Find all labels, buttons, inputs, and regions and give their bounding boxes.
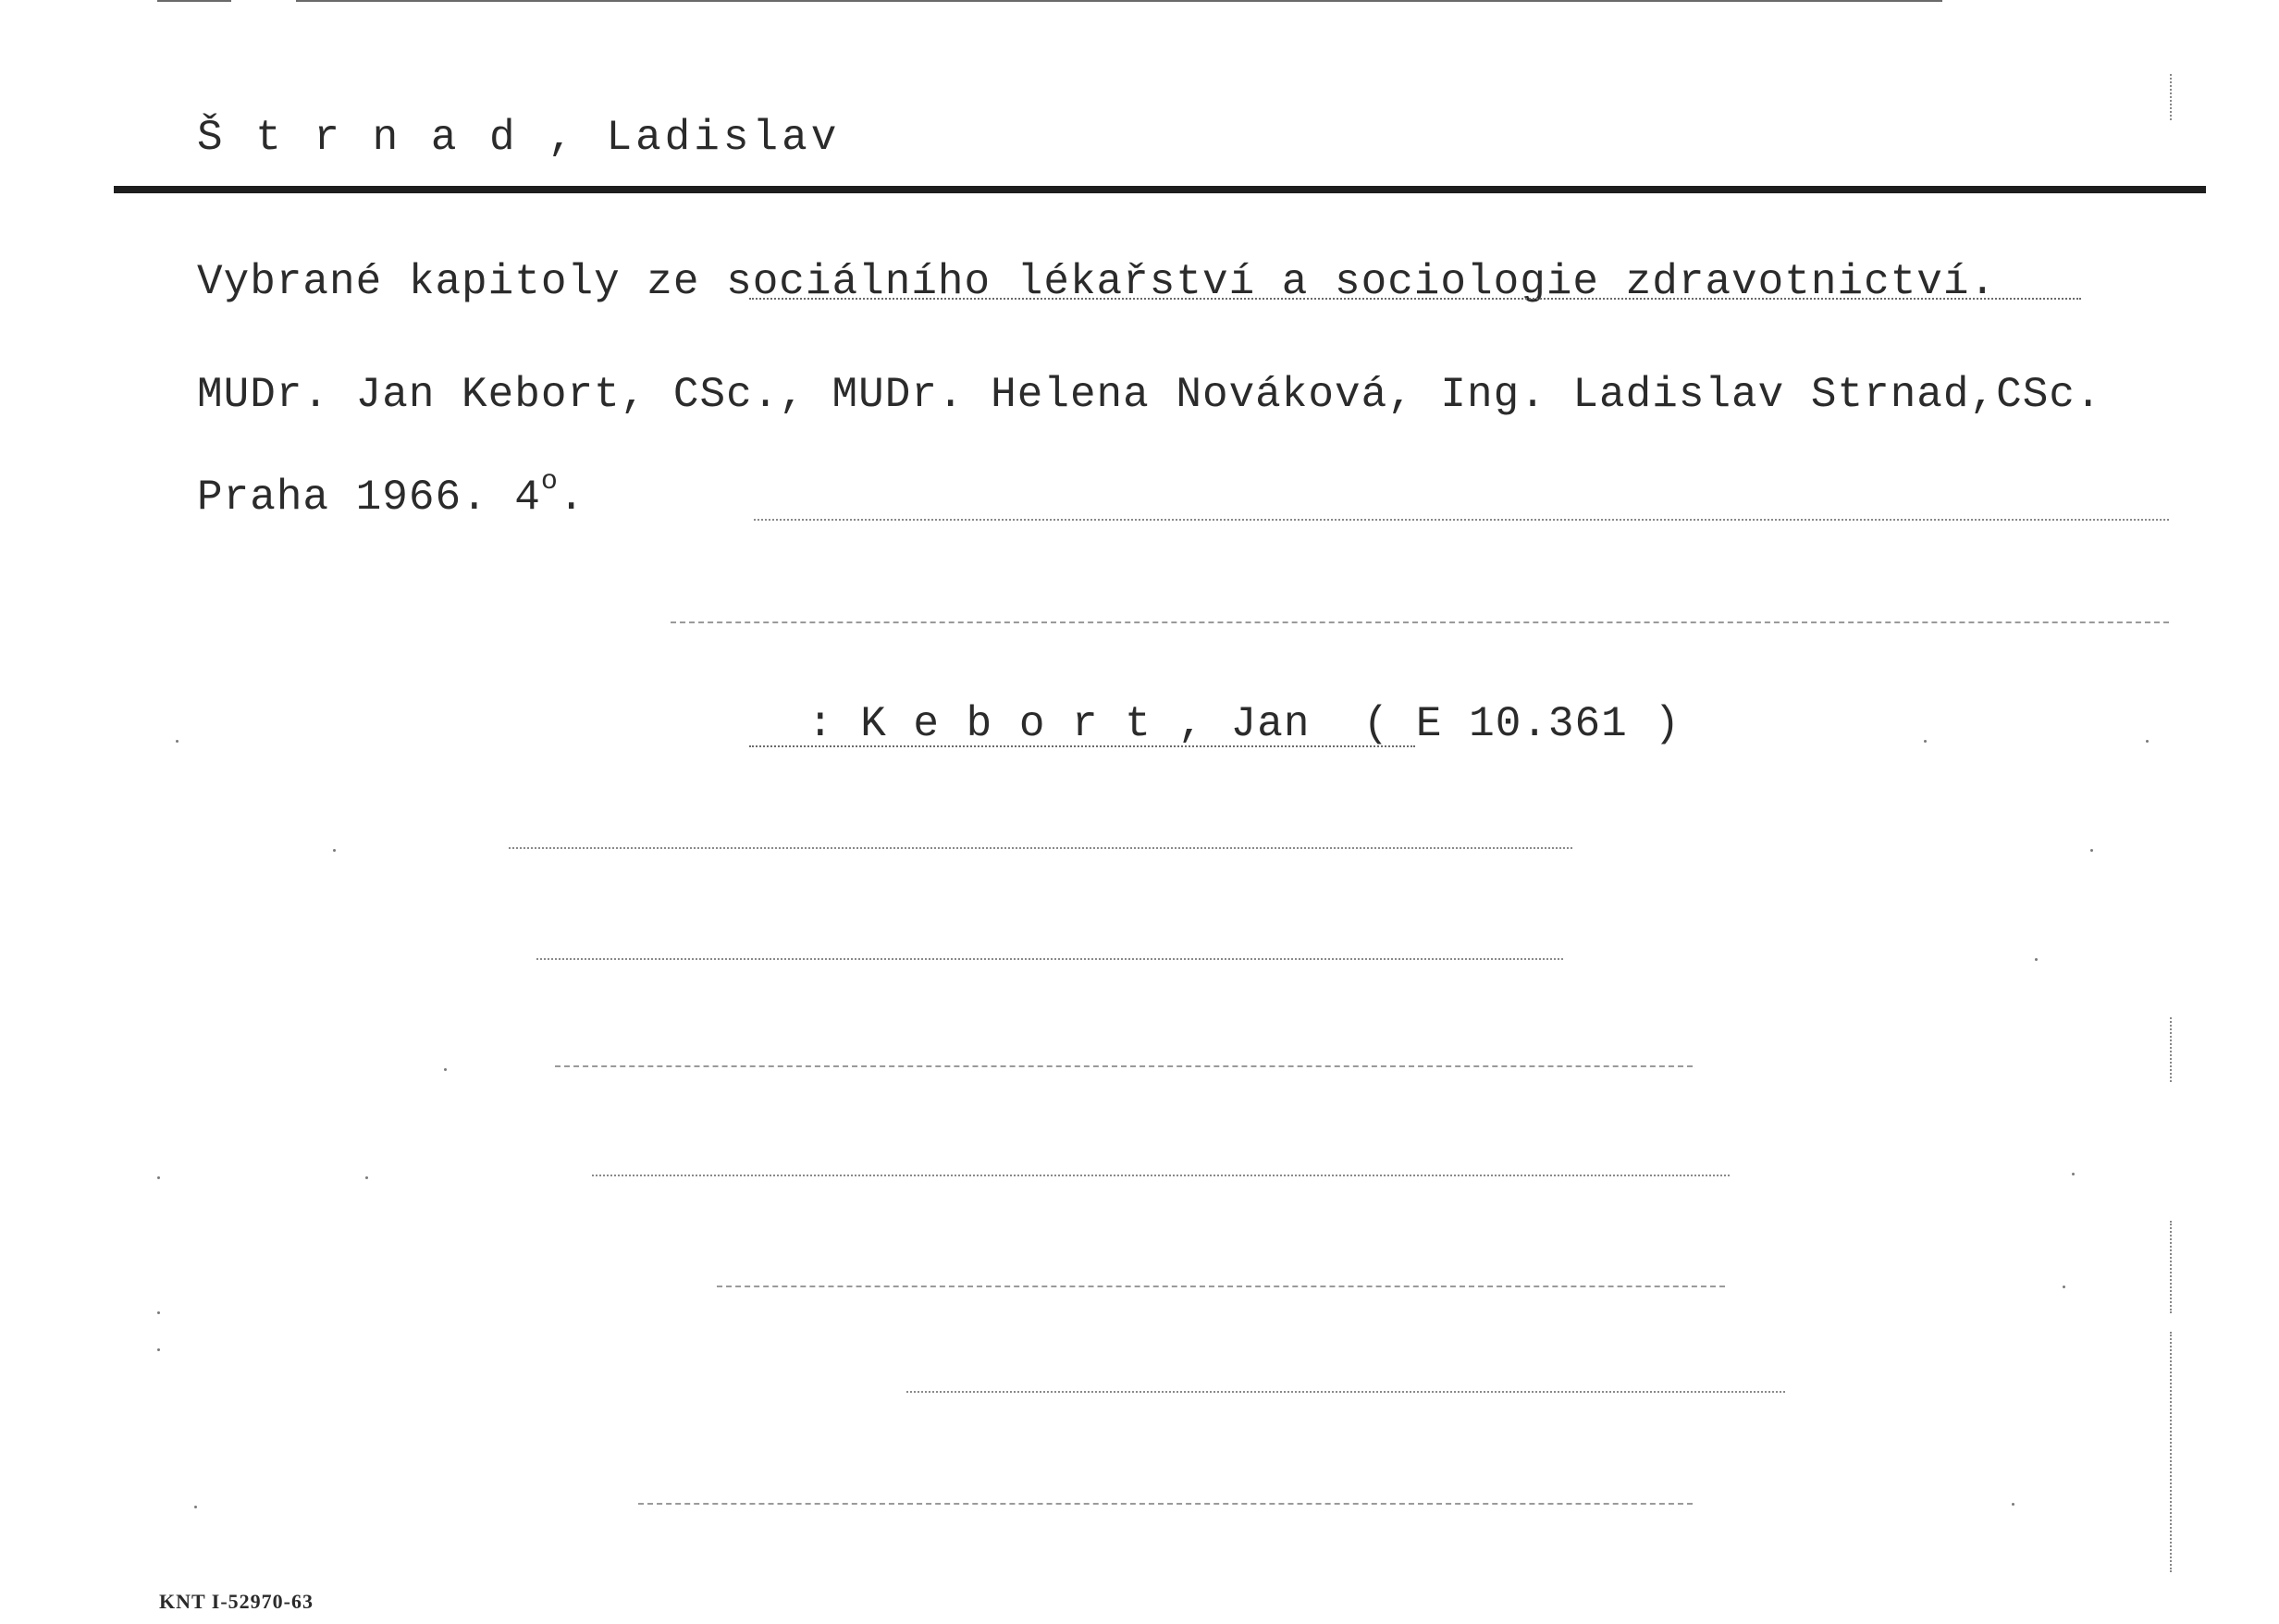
- top-edge-rule: [296, 0, 1942, 2]
- speck: [2063, 1286, 2065, 1288]
- speck: [2146, 740, 2149, 743]
- added-entry: : K e b o r t , Jan ( E 10.361 ): [807, 700, 1681, 748]
- blank-line: [592, 1175, 1730, 1176]
- blank-line: [638, 1503, 1693, 1505]
- blank-line: [555, 1065, 1693, 1067]
- main-heading: Š t r n a d , Ladislav: [197, 114, 841, 162]
- speck: [333, 849, 336, 852]
- heading-rule: [114, 186, 2206, 193]
- speck: [157, 1311, 160, 1314]
- top-edge-rule: [157, 0, 231, 2]
- imprint-text: Praha 1966. 4: [197, 474, 541, 522]
- imprint-line: [197, 466, 585, 522]
- edge-marks: [2170, 74, 2172, 120]
- added-entry-underline: [749, 745, 1415, 747]
- edge-marks: [2170, 1221, 2172, 1313]
- fill-line: [754, 519, 2169, 521]
- authors-line: MUDr. Jan Kebort, CSc., MUDr. Helena Nováková, Ing. Ladislav Strnad,CSc.: [197, 371, 2102, 419]
- title-underline: [749, 298, 2081, 300]
- speck: [194, 1506, 197, 1508]
- speck: [2072, 1173, 2075, 1175]
- speck: [157, 1348, 160, 1351]
- edge-marks: [2170, 1332, 2172, 1572]
- speck: [365, 1176, 368, 1179]
- speck: [1924, 740, 1927, 743]
- speck: [176, 740, 179, 743]
- format-superscript: o: [540, 466, 559, 498]
- imprint-end: .: [558, 474, 585, 522]
- blank-line: [536, 958, 1563, 960]
- speck: [444, 1068, 447, 1071]
- speck: [157, 1176, 160, 1179]
- blank-line: [717, 1286, 1725, 1287]
- footer-code: KNT I-52970-63: [159, 1590, 314, 1613]
- fill-line: [671, 621, 2169, 623]
- blank-line: [906, 1391, 1785, 1393]
- speck: [2012, 1503, 2014, 1506]
- blank-line: [509, 847, 1572, 849]
- book-title: Vybrané kapitoly ze sociálního lékařství a sociologie zdravotnictví.: [197, 258, 1997, 306]
- speck: [2035, 958, 2038, 961]
- speck: [2090, 849, 2093, 852]
- edge-marks: [2170, 1017, 2172, 1082]
